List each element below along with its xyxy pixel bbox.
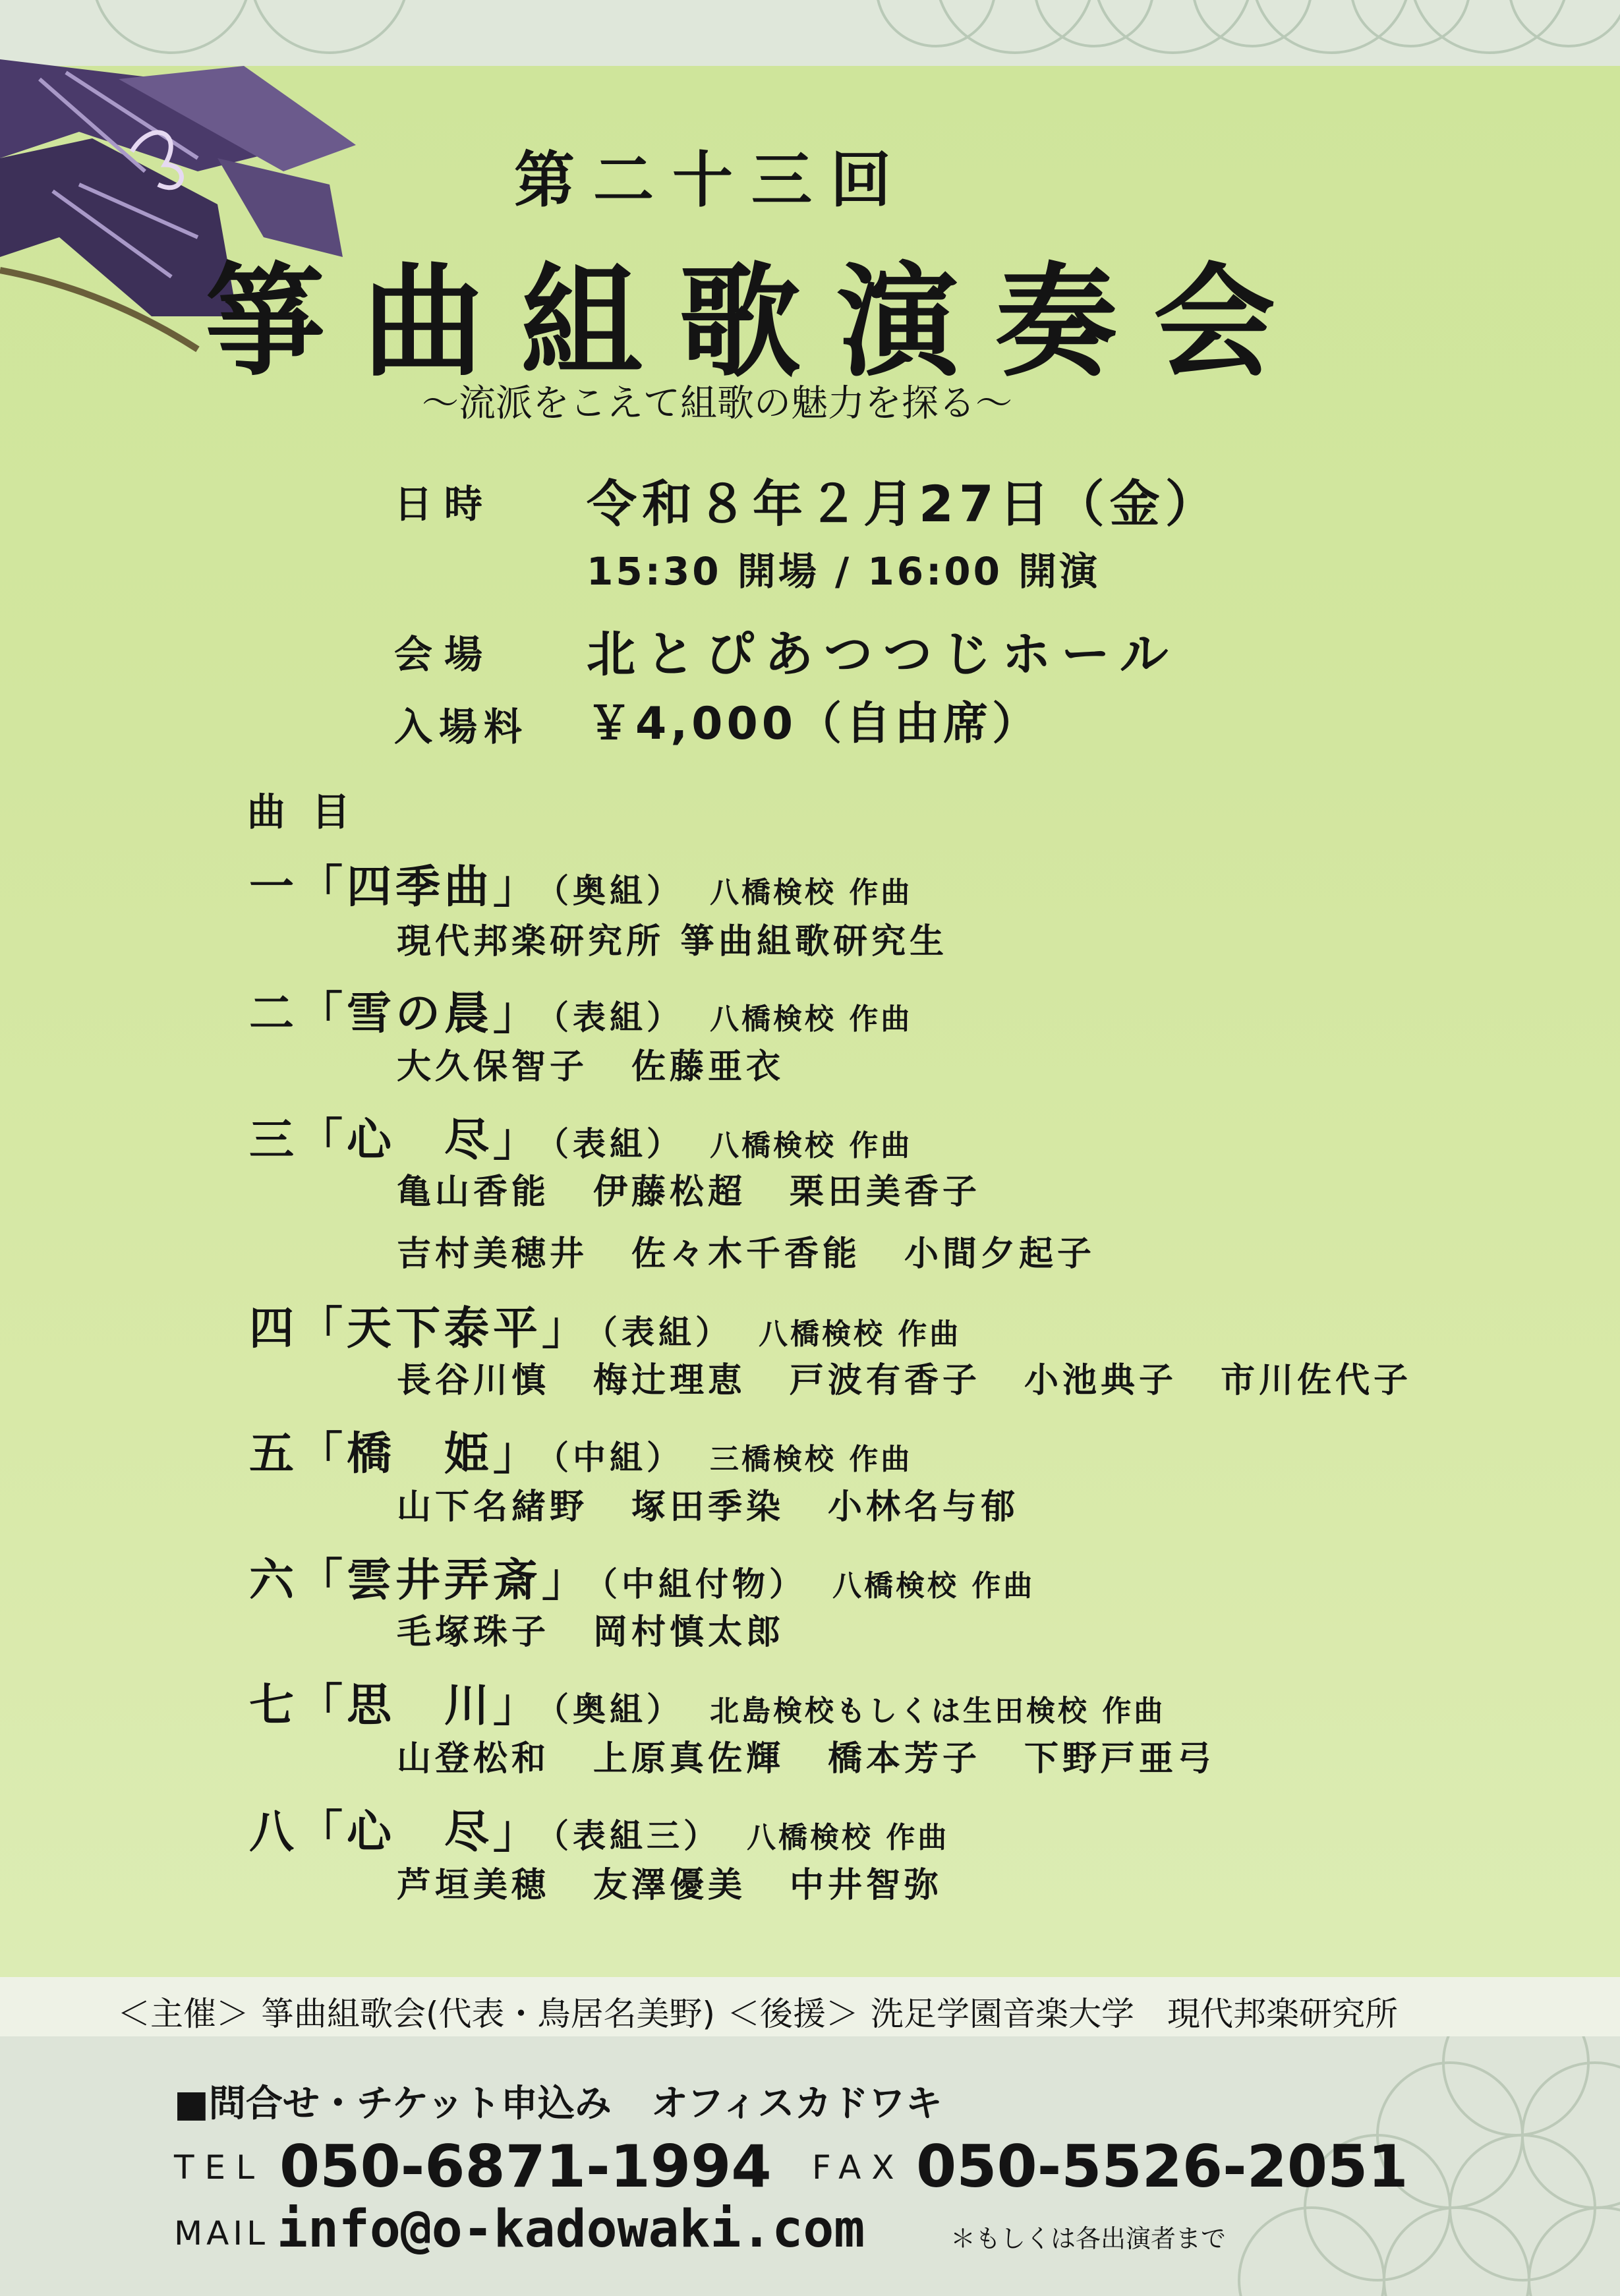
performer-name: 戸波有香子	[790, 1360, 981, 1400]
date-label: 日時	[394, 482, 495, 527]
piece-title: 四「天下泰平」	[249, 1302, 591, 1355]
concert-title: 箏曲組歌演奏会	[204, 250, 1312, 393]
program-piece	[249, 1418, 912, 1482]
piece-style: （中組付物）	[601, 1564, 807, 1603]
performer-name: 毛塚珠子	[397, 1612, 550, 1652]
piece-composer: 北島検校もしくは生田検校 作曲	[710, 1694, 1166, 1728]
support-name: 洗足学園音楽大学 現代邦楽研究所	[871, 1995, 1399, 2033]
piece-title: 五「橋 姫」	[249, 1427, 542, 1480]
program-piece	[249, 1545, 1035, 1609]
fee-label: 入場料	[394, 704, 529, 749]
piece-composer: 八橋検校 作曲	[832, 1569, 1035, 1603]
performer-name: 山下名緒野	[397, 1487, 589, 1527]
piece-composer: 八橋検校 作曲	[759, 1317, 962, 1351]
support-label: ＜後援＞	[727, 1995, 859, 2033]
tel-number[interactable]: 050-6871-1994	[279, 2133, 772, 2200]
performer-name: 橋本芳子	[828, 1738, 981, 1779]
performer-name: 塚田季染	[631, 1487, 785, 1527]
concert-subtitle: 〜流派をこえて組歌の魅力を探る〜	[422, 382, 1012, 425]
performer-name: 小池典子	[1024, 1360, 1178, 1400]
performer-name: 栗田美香子	[790, 1172, 981, 1212]
sponsor-line	[117, 1988, 1534, 2035]
performer-list	[397, 1479, 1062, 1528]
performer-name: 山登松和	[397, 1738, 550, 1779]
piece-style: （表組）	[552, 1124, 684, 1163]
performer-name: 伊藤松超	[593, 1172, 747, 1212]
piece-composer: 三橋検校 作曲	[710, 1443, 913, 1476]
program-heading: 曲目	[247, 789, 377, 834]
performer-name: 長谷川慎	[397, 1360, 550, 1400]
performer-name: 佐々木千香能	[631, 1234, 861, 1274]
performer-list	[397, 1604, 828, 1653]
event-date: 令和８年２月27日（金）	[587, 474, 1221, 533]
admission-fee: ￥4,000（自由席）	[587, 698, 1041, 750]
piece-composer: 八橋検校 作曲	[710, 1129, 913, 1162]
piece-title: 六「雲井弄斎」	[249, 1554, 591, 1607]
event-time: 15:30 開場 / 16:00 開演	[587, 549, 1101, 594]
performer-list	[397, 1164, 1024, 1213]
fax-label: FAX	[812, 2148, 905, 2187]
performer-name: 梅辻理恵	[593, 1360, 747, 1400]
performer-name: 吉村美穂井	[397, 1234, 589, 1274]
performer-name: 芦垣美穂	[397, 1865, 550, 1905]
performer-list	[397, 1857, 986, 1907]
organizer-label: ＜主催＞	[117, 1995, 249, 2033]
piece-title: 三「心 尽」	[249, 1114, 542, 1166]
performer-name: 下野戸亜弓	[1024, 1738, 1216, 1779]
program-piece	[249, 1105, 912, 1168]
program-piece	[249, 851, 912, 915]
piece-style: （表組）	[601, 1313, 733, 1352]
program-piece	[249, 978, 912, 1042]
program-piece	[249, 1670, 1165, 1734]
piece-title: 七「思 川」	[249, 1679, 542, 1732]
performer-name: 小間夕起子	[904, 1234, 1096, 1274]
contact-heading	[174, 2075, 942, 2127]
performer-name: 友澤優美	[593, 1865, 747, 1905]
performer-name: 大久保智子	[397, 1047, 589, 1087]
performer-name: 佐藤亜衣	[631, 1047, 785, 1087]
office-name: オフィスカドワキ	[651, 2082, 942, 2125]
performer-name: 中井智弥	[790, 1865, 943, 1905]
piece-style: （中組）	[552, 1438, 684, 1477]
performer-list	[397, 913, 991, 963]
performer-name: 上原真佐輝	[593, 1738, 785, 1779]
performer-list	[397, 1039, 828, 1088]
piece-style: （奥組）	[552, 871, 684, 910]
piece-composer: 八橋検校 作曲	[710, 876, 913, 909]
program-piece	[249, 1796, 949, 1860]
performer-name: 亀山香能	[397, 1172, 550, 1212]
mail-note: ＊もしくは各出演者まで	[950, 2224, 1227, 2253]
contact-title: ■問合せ・チケット申込み	[174, 2082, 612, 2125]
tel-label: TEL	[174, 2148, 265, 2187]
performer-list	[397, 1226, 1139, 1275]
venue-label: 会場	[394, 632, 495, 677]
piece-title: 一「四季曲」	[249, 861, 542, 913]
piece-style: （表組）	[552, 998, 684, 1037]
piece-title: 八「心 尽」	[249, 1806, 542, 1858]
mail-label: MAIL	[174, 2214, 269, 2253]
fax-number: 050-5526-2051	[916, 2133, 1408, 2200]
edition-number: 第二十三回	[514, 144, 910, 215]
performer-name: 岡村慎太郎	[593, 1612, 785, 1652]
piece-style: （奥組）	[552, 1690, 684, 1729]
performer-name: 市川佐代子	[1221, 1360, 1412, 1400]
piece-composer: 八橋検校 作曲	[747, 1821, 950, 1854]
event-venue: 北とぴあつつじホール	[587, 626, 1179, 683]
program-piece	[249, 1293, 961, 1357]
piece-style: （表組三）	[552, 1816, 721, 1855]
performer-name: 現代邦楽研究所 箏曲組歌研究生	[397, 921, 948, 961]
piece-composer: 八橋検校 作曲	[710, 1002, 913, 1036]
performer-name: 小林名与郁	[828, 1487, 1020, 1527]
performer-list	[397, 1352, 1455, 1402]
organizer-name: 箏曲組歌会(代表・鳥居名美野)	[261, 1995, 716, 2033]
performer-list	[397, 1731, 1259, 1780]
piece-title: 二「雪の晨」	[249, 987, 542, 1040]
mail-address[interactable]: info@o-kadowaki.com	[277, 2200, 865, 2259]
